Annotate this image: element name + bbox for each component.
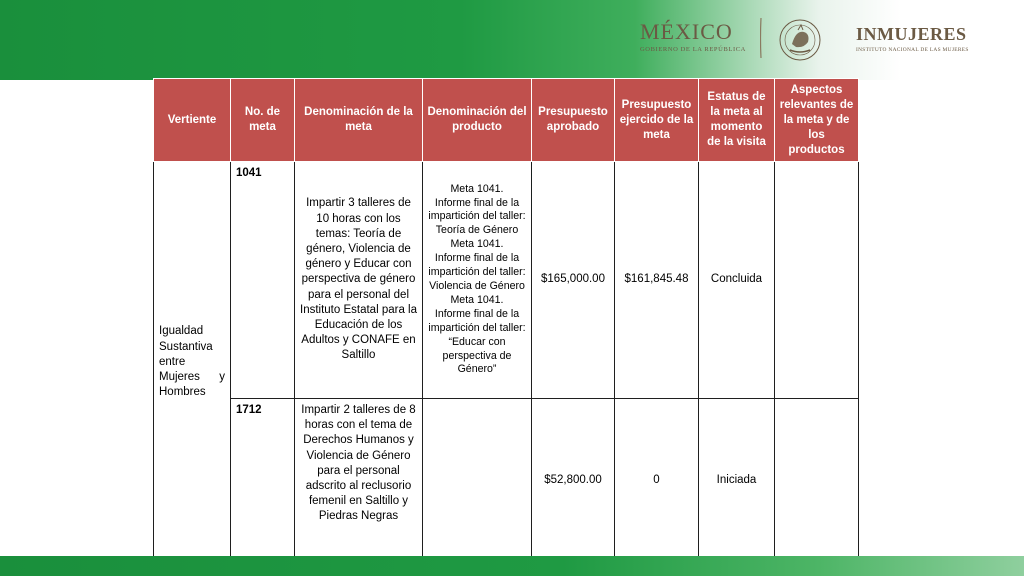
budget-spent-cell: $161,845.48 [615, 162, 699, 399]
col-header-vertiente: Vertiente [154, 79, 231, 162]
meta-number-cell: 1712 [231, 399, 295, 564]
mexican-coat-of-arms-seal-icon [770, 16, 834, 64]
footer-band [0, 556, 1024, 576]
product-line: Informe final de la impartición del taller: Violencia de Género [428, 252, 526, 292]
logo-mexico-name: MÉXICO [640, 19, 733, 44]
budget-approved-cell: $52,800.00 [532, 399, 615, 564]
col-header-aspectos: Aspectos relevantes de la meta y de los productos [775, 79, 859, 162]
product-cell [423, 399, 532, 564]
product-line: Meta 1041. [450, 182, 504, 195]
aspects-cell [775, 162, 859, 399]
logo-inmujeres-subtitle: INSTITUTO NACIONAL DE LAS MUJERES [856, 47, 969, 53]
meta-description-cell: Impartir 2 talleres de 8 horas con el tema de Derechos Humanos y Violencia de Género para el personal adscrito al reclusorio femenil en Saltillo y Piedras Negras [295, 399, 423, 564]
col-header-presupuesto-ejercido: Presupuesto ejercido de la meta [615, 79, 699, 162]
aspects-cell [775, 399, 859, 564]
table-header-row [154, 79, 859, 162]
logo-inmujeres [856, 24, 996, 53]
status-cell: Iniciada [699, 399, 775, 564]
budget-approved-cell: $165,000.00 [532, 162, 615, 399]
logo-inmujeres-name: INMUJERES [856, 24, 967, 44]
vertiente-cell [154, 162, 231, 564]
meta-number-cell: 1041 [231, 162, 295, 399]
col-header-denominacion-producto: Denominación del producto [423, 79, 532, 162]
table-row [154, 399, 859, 564]
status-cell: Concluida [699, 162, 775, 399]
product-cell [423, 162, 532, 399]
vertiente-text: Igualdad Sustantiva entre Mujeres y Hombres [159, 325, 225, 399]
meta-description-cell: Impartir 3 talleres de 10 horas con los temas: Teoría de género, Violencia de género y Educar con perspectiva de género para el personal del Instituto Estatal para la Educación de los Adultos y CONAFE en Saltillo [295, 162, 423, 399]
col-header-no-meta: No. de meta [231, 79, 295, 162]
logo-separator [760, 18, 762, 58]
col-header-presupuesto-aprobado: Presupuesto aprobado [532, 79, 615, 162]
product-line: Informe final de la impartición del taller: “Educar con perspectiva de Género” [428, 307, 526, 376]
goals-table [153, 78, 859, 564]
product-line: Meta 1041. [450, 293, 504, 306]
budget-spent-cell: 0 [615, 399, 699, 564]
logo-mexico [640, 20, 750, 53]
col-header-estatus: Estatus de la meta al momento de la visita [699, 79, 775, 162]
table-row [154, 162, 859, 399]
product-line: Meta 1041. [450, 238, 504, 251]
product-line: Informe final de la impartición del taller: Teoría de Género [428, 196, 526, 237]
logo-mexico-subtitle: GOBIERNO DE LA REPÚBLICA [640, 46, 746, 53]
col-header-denominacion-meta: Denominación de la meta [295, 79, 423, 162]
